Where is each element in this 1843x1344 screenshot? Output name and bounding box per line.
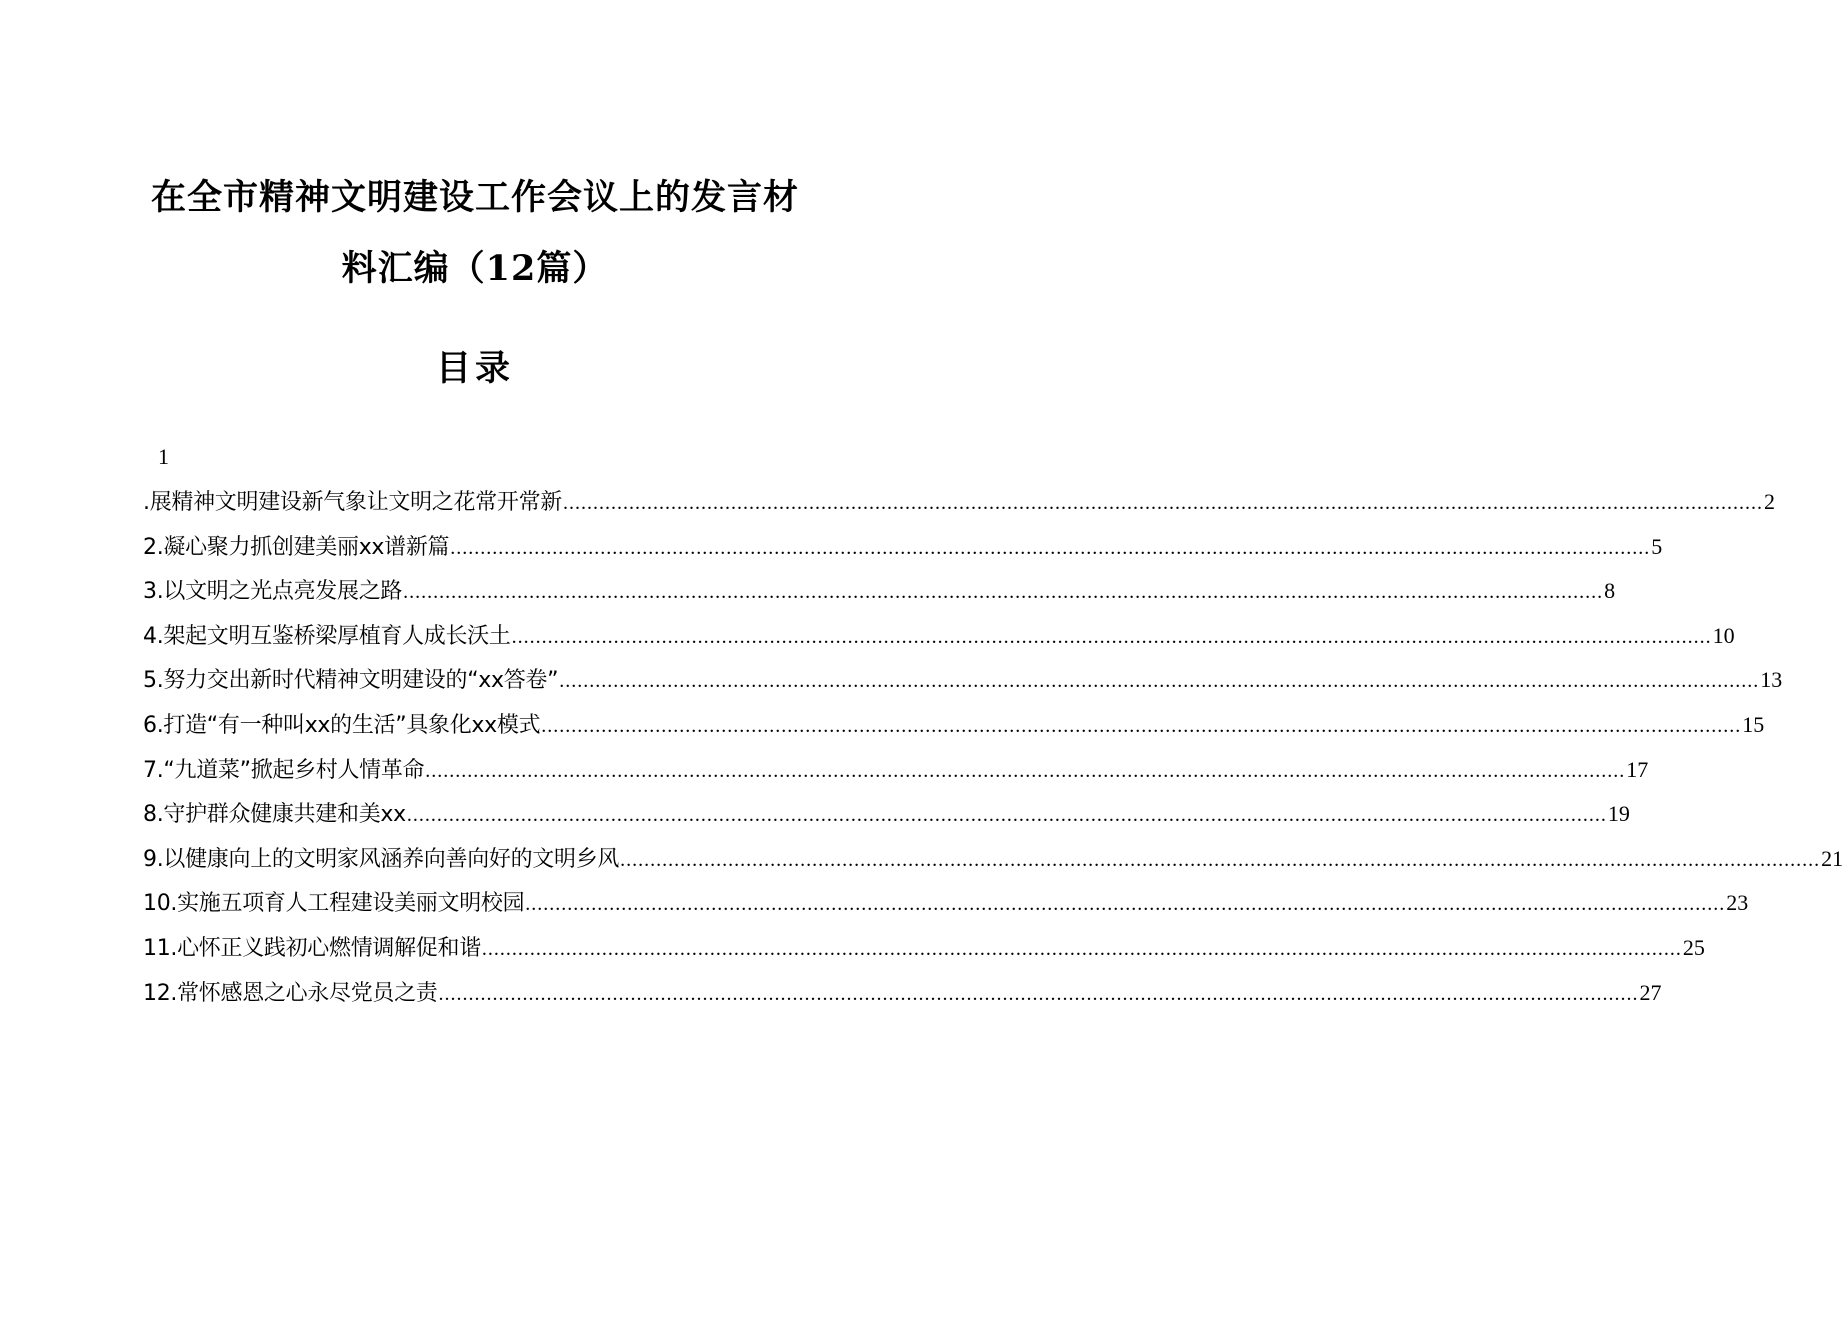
document-title-line-1: 在全市精神文明建设工作会议上的发言材 bbox=[150, 177, 799, 218]
toc-entry-title: 6.打造“有一种叫xx的生活”具象化xx模式 bbox=[143, 712, 541, 738]
toc-entry-title: 4.架起文明互鉴桥梁厚植育人成长沃土 bbox=[143, 623, 511, 649]
toc-entry-page: 8 bbox=[1604, 578, 1616, 604]
toc-entry-page: 19 bbox=[1607, 801, 1630, 827]
toc-entry-title: 10.实施五项育人工程建设美丽文明校园 bbox=[143, 891, 525, 917]
toc-dot-leader: ........................................................................................................................................................................................................ bbox=[403, 581, 1604, 604]
toc-entry-title: 5.努力交出新时代精神文明建设的“xx答卷” bbox=[143, 668, 559, 694]
toc-entry[interactable] bbox=[143, 886, 1749, 931]
toc-entry[interactable] bbox=[143, 708, 1765, 753]
toc-entry[interactable] bbox=[143, 753, 1649, 798]
toc-entry-title: 11.心怀正义践初心燃情调解促和谐 bbox=[143, 935, 481, 961]
toc-entry-title: .展精神文明建设新气象让文明之花常开常新 bbox=[143, 490, 562, 515]
toc-entry[interactable] bbox=[143, 485, 1775, 530]
toc-entry[interactable] bbox=[143, 931, 1705, 976]
toc-dot-leader: ........................................................................................................................................................................................................ bbox=[525, 893, 1726, 916]
toc-dot-leader: ........................................................................................................................................................................................................ bbox=[425, 759, 1626, 782]
toc-entry-page: 17 bbox=[1626, 756, 1649, 782]
toc-entry-page: 10 bbox=[1712, 622, 1735, 648]
toc-entry-page: 5 bbox=[1651, 533, 1663, 559]
toc-entry[interactable] bbox=[143, 976, 1662, 1021]
toc-dot-leader: ........................................................................................................................................................................................................ bbox=[481, 937, 1682, 960]
toc-dot-leader: ........................................................................................................................................................................................................ bbox=[563, 492, 1763, 514]
toc-heading: 目录 bbox=[435, 348, 514, 389]
document-title-line-2: 料汇编（12篇） bbox=[341, 248, 609, 289]
toc-dot-leader: ........................................................................................................................................................................................................ bbox=[620, 848, 1821, 871]
toc-entry[interactable] bbox=[143, 663, 1783, 708]
toc-entry-title: 7.“九道菜”掀起乡村人情革命 bbox=[143, 757, 425, 783]
toc-entry[interactable] bbox=[143, 797, 1630, 842]
toc-entry[interactable] bbox=[143, 530, 1663, 575]
toc-dot-leader: ........................................................................................................................................................................................................ bbox=[406, 804, 1607, 827]
table-of-contents bbox=[143, 485, 1843, 1020]
toc-entry-title: 12.常怀感恩之心永尽党员之责 bbox=[143, 980, 438, 1006]
toc-entry[interactable] bbox=[143, 619, 1735, 664]
toc-entry-title: 9.以健康向上的文明家风涵养向善向好的文明乡风 bbox=[143, 846, 620, 872]
toc-dot-leader: ........................................................................................................................................................................................................ bbox=[511, 625, 1712, 648]
toc-dot-leader: ........................................................................................................................................................................................................ bbox=[450, 536, 1651, 559]
toc-entry-page: 27 bbox=[1639, 979, 1662, 1005]
toc-entry-page: 23 bbox=[1726, 890, 1749, 916]
toc-entry-page: 13 bbox=[1760, 667, 1783, 693]
toc-entry-title: 2.凝心聚力抓创建美丽xx谱新篇 bbox=[143, 534, 450, 560]
toc-dot-leader: ........................................................................................................................................................................................................ bbox=[438, 982, 1639, 1005]
toc-entry-page: 15 bbox=[1742, 711, 1765, 737]
toc-entry[interactable] bbox=[143, 574, 1616, 619]
toc-entry-1-number: 1 bbox=[158, 444, 169, 469]
toc-entry-page: 25 bbox=[1682, 934, 1705, 960]
toc-entry-page: 21 bbox=[1821, 845, 1843, 871]
toc-entry-title: 3.以文明之光点亮发展之路 bbox=[143, 579, 403, 605]
toc-dot-leader: ........................................................................................................................................................................................................ bbox=[559, 670, 1760, 693]
toc-dot-leader: ........................................................................................................................................................................................................ bbox=[541, 714, 1742, 737]
toc-entry-page: 2 bbox=[1764, 489, 1775, 514]
toc-entry-title: 8.守护群众健康共建和美xx bbox=[143, 802, 406, 828]
toc-entry[interactable] bbox=[143, 842, 1843, 887]
